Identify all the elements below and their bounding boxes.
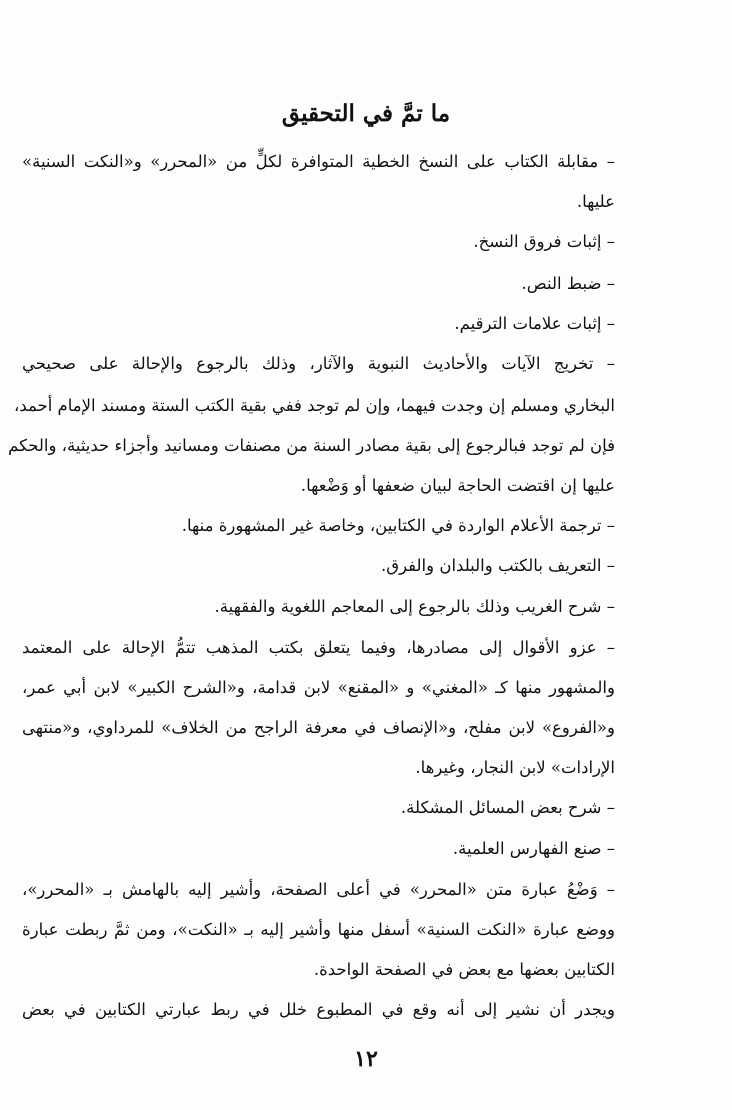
text-line: الكتابين بعضها مع بعض في الصفحة الواحدة. xyxy=(313,960,615,979)
text-line: الإرادات» لابن النجار، وغيرها. xyxy=(415,758,615,777)
text-line: – شرح الغريب وذلك بالرجوع إلى المعاجم اللغوية والفقهية. xyxy=(214,597,615,616)
text-line: عليها. xyxy=(576,192,615,211)
text-line: والمشهور منها كـ «المغني» و «المقنع» لابن قدامة، و«الشرح الكبير» لابن أبي عمر، xyxy=(22,678,615,697)
text-line: – عزو الأقوال إلى مصادرها، وفيما يتعلق بكتب المذهب تتمُّ الإحالة على المعتمد xyxy=(22,638,615,657)
text-line: – مقابلة الكتاب على النسخ الخطية المتوافرة لكلٍّ من «المحرر» و«النكت السنية» xyxy=(22,152,615,171)
text-line: – إثبات فروق النسخ. xyxy=(473,232,615,251)
text-line: و«الفروع» لابن مفلح، و«الإنصاف في معرفة الراجح من الخلاف» للمرداوي، و«منتهى xyxy=(22,718,615,737)
text-line: – صنع الفهارس العلمية. xyxy=(452,839,615,858)
text-line: – ترجمة الأعلام الواردة في الكتابين، وخاصة غير المشهورة منها. xyxy=(181,516,615,535)
text-line: البخاري ومسلم إن وجدت فيهما، وإن لم توجد ففي بقية الكتب الستة ومسند الإمام أحمد، xyxy=(14,396,615,415)
section-title: ما تمَّ في التحقيق xyxy=(281,100,451,127)
text-line: – شرح بعض المسائل المشكلة. xyxy=(400,798,615,817)
text-line: – التعريف بالكتب والبلدان والفرق. xyxy=(381,556,615,575)
text-line: فإن لم توجد فبالرجوع إلى بقية مصادر السنة من مصنفات ومسانيد وأجزاء حديثية، والحكم xyxy=(8,436,615,455)
text-line: ويجدر أن نشير إلى أنه وقع في المطبوع خلل في ربط عبارتي الكتابين في بعض xyxy=(22,1000,615,1019)
text-line: – إثبات علامات الترقيم. xyxy=(454,314,615,333)
text-line: عليها إن اقتضت الحاجة لبيان ضعفها أو وَضْعها. xyxy=(300,476,615,495)
text-line: – تخريج الآيات والأحاديث النبوية والآثار، وذلك بالرجوع والإحالة على صحيحي xyxy=(22,354,615,373)
text-line: – وَضْعُ عبارة متن «المحرر» في أعلى الصفحة، وأشير إليه بالهامش بـ «المحرر»، xyxy=(22,880,615,899)
page-number: ١٢ xyxy=(354,1046,378,1072)
text-line: ووضع عبارة «النكت السنية» أسفل منها وأشير إليه بـ «النكت»، ومن ثمَّ ربطت عبارة xyxy=(22,920,615,939)
text-line: – ضبط النص. xyxy=(521,274,615,293)
